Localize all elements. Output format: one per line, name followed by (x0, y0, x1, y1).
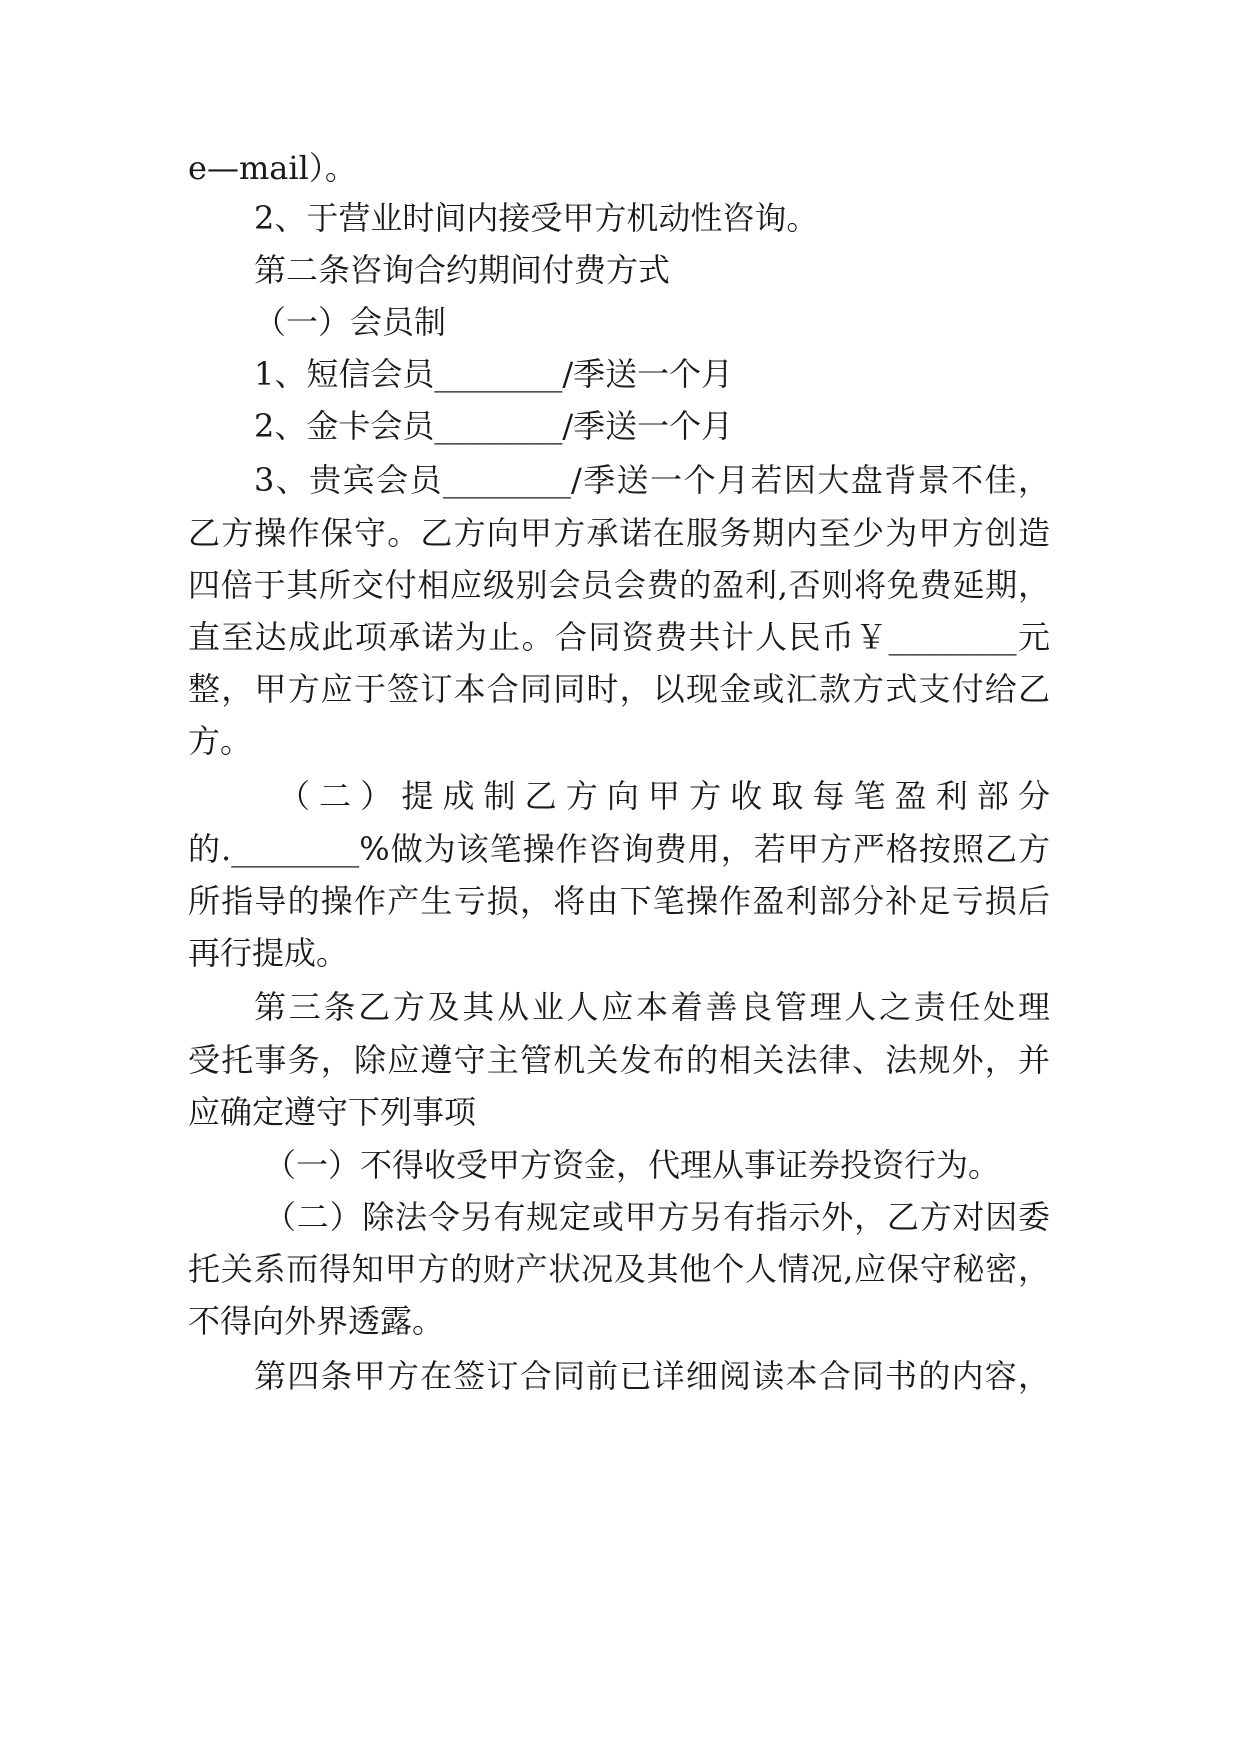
subsection-heading-commission: （二）提成制乙方向甲方收取每笔盈利部分 (278, 777, 1050, 815)
list-item-2: （二）除法令另有规定或甲方另有指示外，乙方对因委 (264, 1198, 1050, 1236)
text-line-gold-member: 2、金卡会员________/季送一个月 (254, 407, 734, 445)
text-line-15: 所指导的操作产生亏损，将由下笔操作盈利部分补足亏损后 (188, 882, 1050, 920)
text-line-16: 再行提成。 (188, 934, 349, 972)
text-line-19: 应确定遵守下列事项 (188, 1093, 477, 1131)
section-heading-article-4: 第四条甲方在签订合同前已详细阅读本合同书的内容， (254, 1357, 1050, 1395)
text-line-2: 2、于营业时间内接受甲方机动性咨询。 (254, 199, 819, 237)
text-line-1: e—mail）。 (188, 149, 357, 187)
text-line-22: 托关系而得知甲方的财产状况及其他个人情况,应保守秘密， (188, 1250, 1050, 1288)
text-line-18: 受托事务，除应遵守主管机关发布的相关法律、法规外，并 (188, 1041, 1050, 1079)
text-line-14: 的.________%做为该笔操作咨询费用，若甲方严格按照乙方 (188, 830, 1050, 868)
text-line-vip-member: 3、贵宾会员________/季送一个月若因大盘背景不佳， (254, 461, 1050, 499)
section-heading-article-3: 第三条乙方及其从业人应本着善良管理人之责任处理 (254, 988, 1050, 1026)
text-line-11: 整，甲方应于签订本合同同时，以现金或汇款方式支付给乙 (188, 670, 1050, 708)
text-line-sms-member: 1、短信会员________/季送一个月 (254, 355, 734, 393)
text-line-10: 直至达成此项承诺为止。合同资费共计人民币￥________元 (188, 618, 1050, 656)
text-line-23: 不得向外界透露。 (188, 1302, 445, 1340)
text-line-9: 四倍于其所交付相应级别会员会费的盈利,否则将免费延期， (188, 566, 1050, 604)
text-line-8: 乙方操作保守。乙方向甲方承诺在服务期内至少为甲方创造 (188, 514, 1050, 552)
list-item-1: （一）不得收受甲方资金，代理从事证券投资行为。 (264, 1146, 1001, 1184)
section-heading-article-2: 第二条咨询合约期间付费方式 (254, 251, 671, 289)
subsection-heading-membership: （一）会员制 (254, 303, 447, 341)
text-line-12: 方。 (188, 722, 253, 760)
